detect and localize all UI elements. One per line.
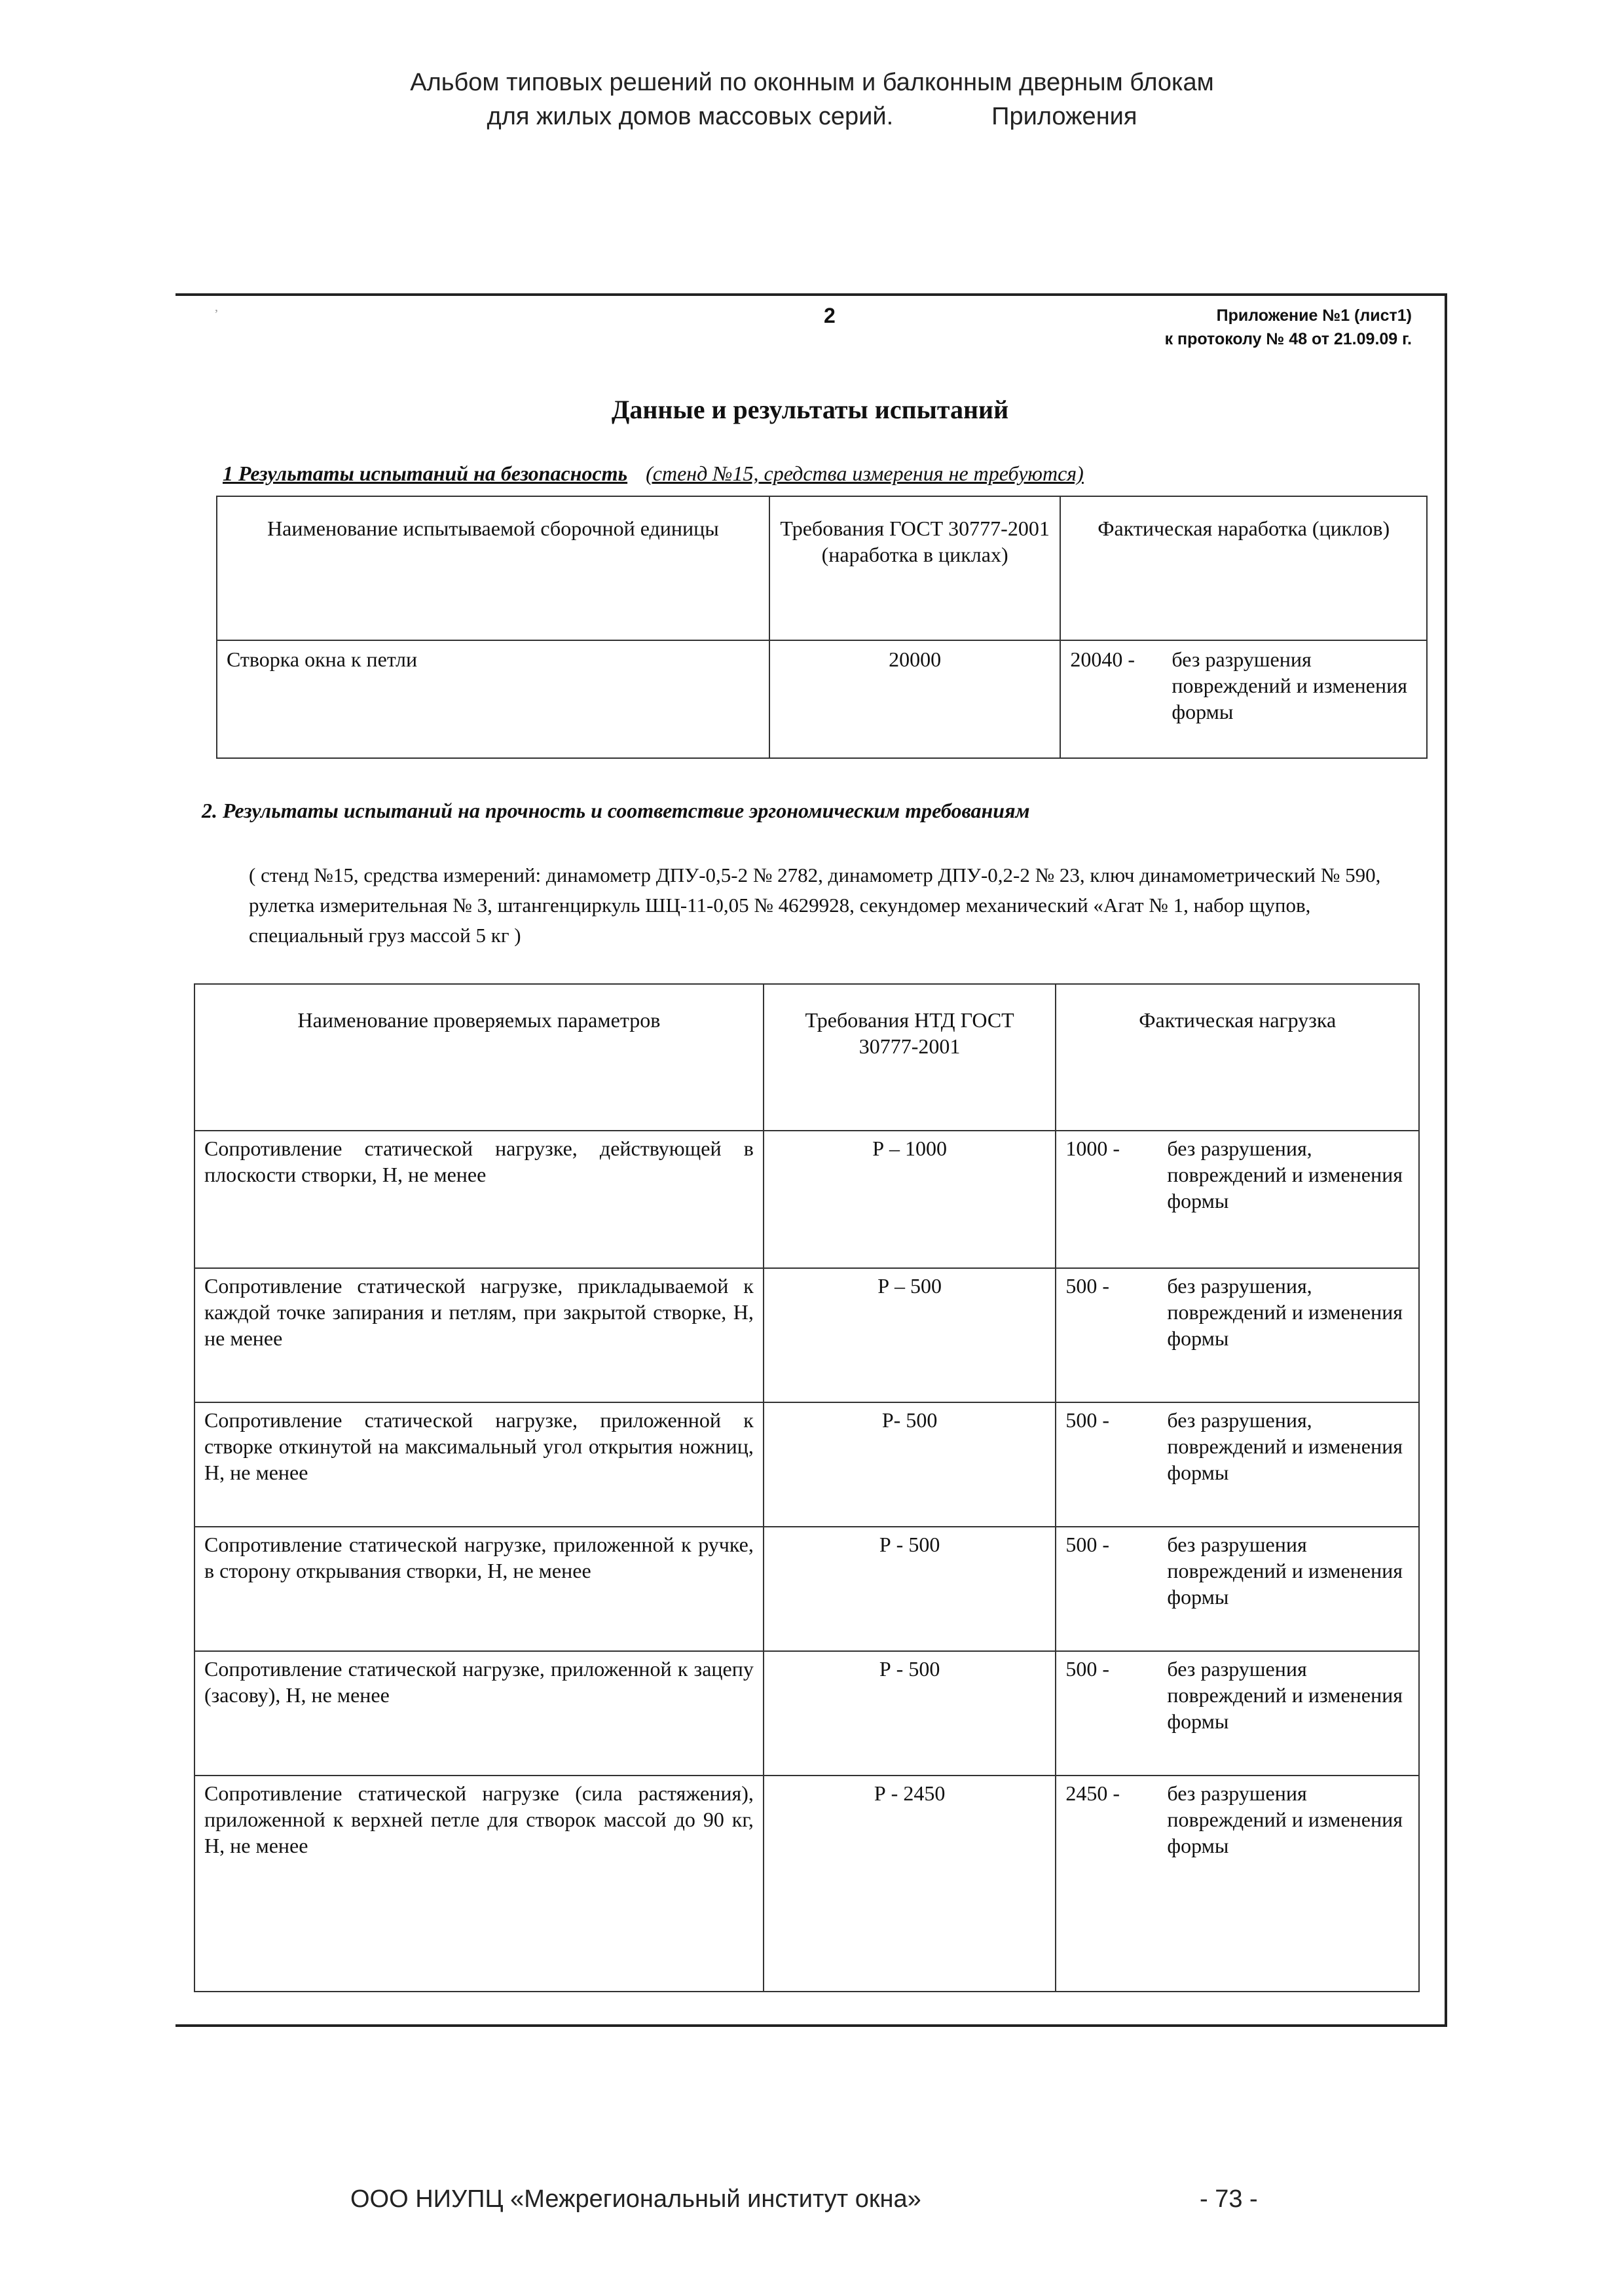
table-row — [194, 1776, 1419, 1992]
footer-organization: ООО НИУПЦ «Межрегиональный институт окна» — [350, 2185, 921, 2213]
load-cell — [1056, 1131, 1419, 1268]
load-value: 2450 - — [1065, 1781, 1120, 1805]
album-header-line1: Альбом типовых решений по оконным и балконным дверным блокам — [410, 69, 1214, 96]
parameter-cell: Сопротивление статической нагрузке, действующей в плоскости створки, Н, не менее — [194, 1131, 764, 1268]
column-header: Наименование проверяемых параметров — [194, 984, 764, 1131]
load-cell — [1056, 1527, 1419, 1651]
load-value: 1000 - — [1065, 1137, 1120, 1160]
sheet-title: Данные и результаты испытаний — [611, 395, 1009, 424]
load-result: без разрушения, повреждений и изменения формы — [1167, 1137, 1403, 1212]
load-cell — [1056, 1776, 1419, 1992]
load-result: без разрушения повреждений и изменения формы — [1167, 1781, 1403, 1857]
load-result: без разрушения повреждений и изменения формы — [1167, 1533, 1403, 1609]
load-result: без разрушения повреждений и изменения формы — [1167, 1657, 1403, 1733]
sheet-page-number: 2 — [824, 304, 836, 327]
actual-result: без разрушения повреждений и изменения формы — [1172, 647, 1407, 723]
table-row — [194, 1651, 1419, 1776]
footer-page-number: - 73 - — [1200, 2185, 1258, 2213]
table-row — [194, 1402, 1419, 1527]
album-header-series: для жилых домов массовых серий. — [487, 103, 894, 130]
table-row — [194, 1527, 1419, 1651]
section1-heading — [223, 462, 1398, 486]
parameter-cell: Сопротивление статической нагрузке, приложенной к зацепу (засову), Н, не менее — [194, 1651, 764, 1776]
load-result: без разрушения, повреждений и изменения формы — [1167, 1274, 1403, 1350]
requirement-cell: 20000 — [769, 640, 1061, 758]
table-header-row — [217, 496, 1427, 640]
requirement-cell: Р - 500 — [764, 1527, 1056, 1651]
safety-results-table — [216, 496, 1428, 759]
actual-value: 20040 - — [1070, 647, 1135, 671]
load-cell — [1056, 1651, 1419, 1776]
appendix-reference — [1165, 304, 1412, 351]
table-row — [194, 1131, 1419, 1268]
requirement-cell: Р - 2450 — [764, 1776, 1056, 1992]
load-cell — [1056, 1402, 1419, 1527]
appendix-sheet — [175, 293, 1447, 2027]
column-header: Фактическая нагрузка — [1056, 984, 1419, 1131]
album-header-line2 — [0, 100, 1624, 134]
table-row — [194, 1268, 1419, 1402]
appendix-line1: Приложение №1 (лист1) — [1216, 306, 1412, 325]
parameter-cell: Сопротивление статической нагрузке, приложенной к створке откинутой на максимальный угол открытия ножниц, Н, не менее — [194, 1402, 764, 1527]
requirement-cell: Р – 1000 — [764, 1131, 1056, 1268]
column-header: Требования ГОСТ 30777-2001 (наработка в циклах) — [769, 496, 1061, 640]
requirement-cell: Р- 500 — [764, 1402, 1056, 1527]
table-header-row — [194, 984, 1419, 1131]
album-header — [0, 65, 1624, 134]
requirement-cell: Р – 500 — [764, 1268, 1056, 1402]
load-result: без разрушения, повреждений и изменения формы — [1167, 1408, 1403, 1484]
table-row — [217, 640, 1427, 758]
actual-cell — [1060, 640, 1427, 758]
column-header: Требования НТД ГОСТ 30777-2001 — [764, 984, 1056, 1131]
unit-name-cell: Створка окна к петли — [217, 640, 769, 758]
corner-mark: , — [215, 300, 218, 314]
parameter-cell: Сопротивление статической нагрузке, приложенной к ручке, в сторону открывания створки, Н, не менее — [194, 1527, 764, 1651]
appendix-line2: к протоколу № 48 от 21.09.09 г. — [1164, 330, 1412, 348]
parameter-cell: Сопротивление статической нагрузке, прикладываемой к каждой точке запирания и петлям, при закрытой створке, Н, не менее — [194, 1268, 764, 1402]
load-value: 500 - — [1065, 1274, 1109, 1298]
section1-title: 1 Результаты испытаний на безопасность — [223, 462, 628, 485]
load-value: 500 - — [1065, 1657, 1109, 1681]
section1-stand: (стенд №15, средства измерения не требуются) — [646, 462, 1084, 485]
section2-heading: 2. Результаты испытаний на прочность и соответствие эргономическим требованиям — [202, 799, 1030, 822]
requirement-cell: Р - 500 — [764, 1651, 1056, 1776]
column-header: Наименование испытываемой сборочной единицы — [217, 496, 769, 640]
strength-results-table — [194, 983, 1420, 1992]
column-header: Фактическая наработка (циклов) — [1060, 496, 1427, 640]
load-cell — [1056, 1268, 1419, 1402]
load-value: 500 - — [1065, 1408, 1109, 1432]
load-value: 500 - — [1065, 1533, 1109, 1556]
album-header-appendices: Приложения — [991, 103, 1137, 130]
parameter-cell: Сопротивление статической нагрузке (сила растяжения), приложенной к верхней петле для створок массой до 90 кг, Н, не менее — [194, 1776, 764, 1992]
section2-measuring-means: ( стенд №15, средства измерений: динамометр ДПУ-0,5-2 № 2782, динамометр ДПУ-0,2-2 № 23, ключ динамометрический № 590, рулетка измерительная № 3, штангенциркуль ШЦ-11-0,05 № 4629928, секундомер механический «Агат № 1, набор щупов, специальный груз массой 5 кг ) — [249, 864, 1381, 947]
